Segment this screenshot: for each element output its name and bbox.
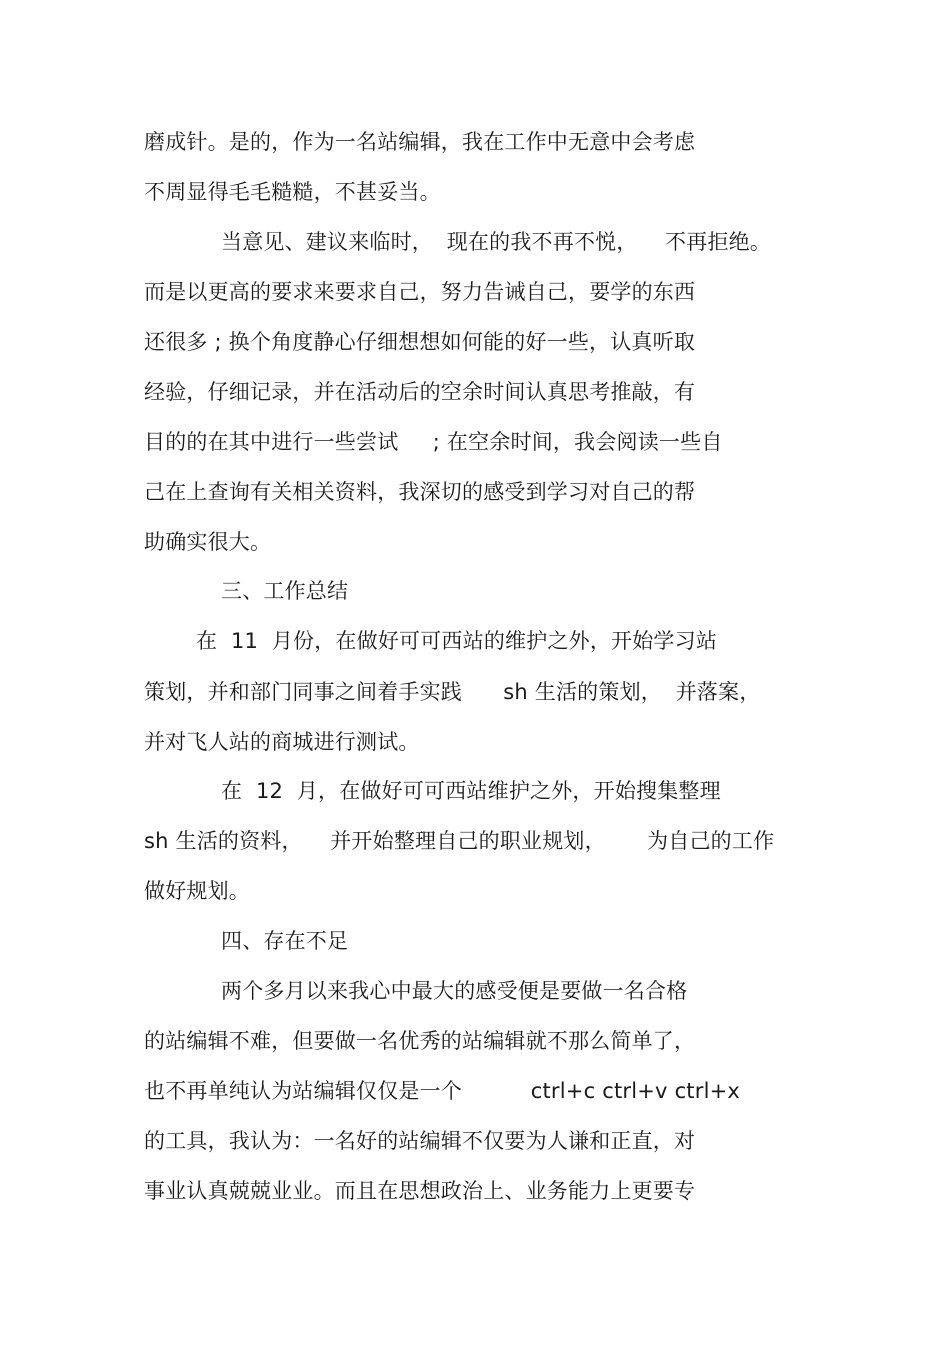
- text-line: 当意见、建议来临时， 现在的我不再不悦， 不再拒绝。: [221, 230, 772, 254]
- text-line: 助确实很大。: [144, 530, 272, 554]
- text-line: 并对飞人站的商城进行测试。: [144, 730, 420, 754]
- text-line: 磨成针。是的，作为一名站编辑，我在工作中无意中会考虑: [144, 130, 696, 154]
- text-line: 还很多 ; 换个角度静心仔细想想如何能的好一些，认真听取: [144, 330, 696, 354]
- text-line: 而是以更高的要求来要求自己，努力告诫自己，要学的东西: [144, 280, 696, 304]
- text-line: 的站编辑不难，但要做一名优秀的站编辑就不那么简单了，: [144, 1029, 696, 1053]
- text-line: 经验，仔细记录，并在活动后的空余时间认真思考推敲，有: [144, 380, 696, 404]
- section-heading: 四、存在不足: [221, 929, 349, 953]
- text-line: 事业认真兢兢业业。而且在思想政治上、业务能力上更要专: [144, 1179, 696, 1203]
- section-heading: 三、工作总结: [221, 579, 349, 603]
- text-line: 两个多月以来我心中最大的感受便是要做一名合格: [221, 979, 688, 1003]
- text-line: 也不再单纯认为站编辑仅仅是一个 ctrl+c ctrl+v ctrl+x: [144, 1079, 741, 1103]
- text-line: 做好规划。: [144, 879, 250, 903]
- text-line: 在 12 月，在做好可可西站维护之外，开始搜集整理: [221, 779, 721, 803]
- text-line: sh 生活的资料， 并开始整理自己的职业规划， 为自己的工作: [144, 829, 775, 853]
- text-line: 己在上查询有关相关资料，我深切的感受到学习对自己的帮: [144, 480, 696, 504]
- text-line: 在 11 月份，在做好可可西站的维护之外，开始学习站: [196, 629, 718, 653]
- text-line: 不周显得毛毛糙糙，不甚妥当。: [144, 180, 441, 204]
- text-line: 策划，并和部门同事之间着手实践 sh 生活的策划， 并落案，: [144, 680, 761, 704]
- text-line: 的工具，我认为：一名好的站编辑不仅要为人谦和正直，对: [144, 1129, 696, 1153]
- text-line: 目的的在其中进行一些尝试 ; 在空余时间，我会阅读一些自: [144, 430, 723, 454]
